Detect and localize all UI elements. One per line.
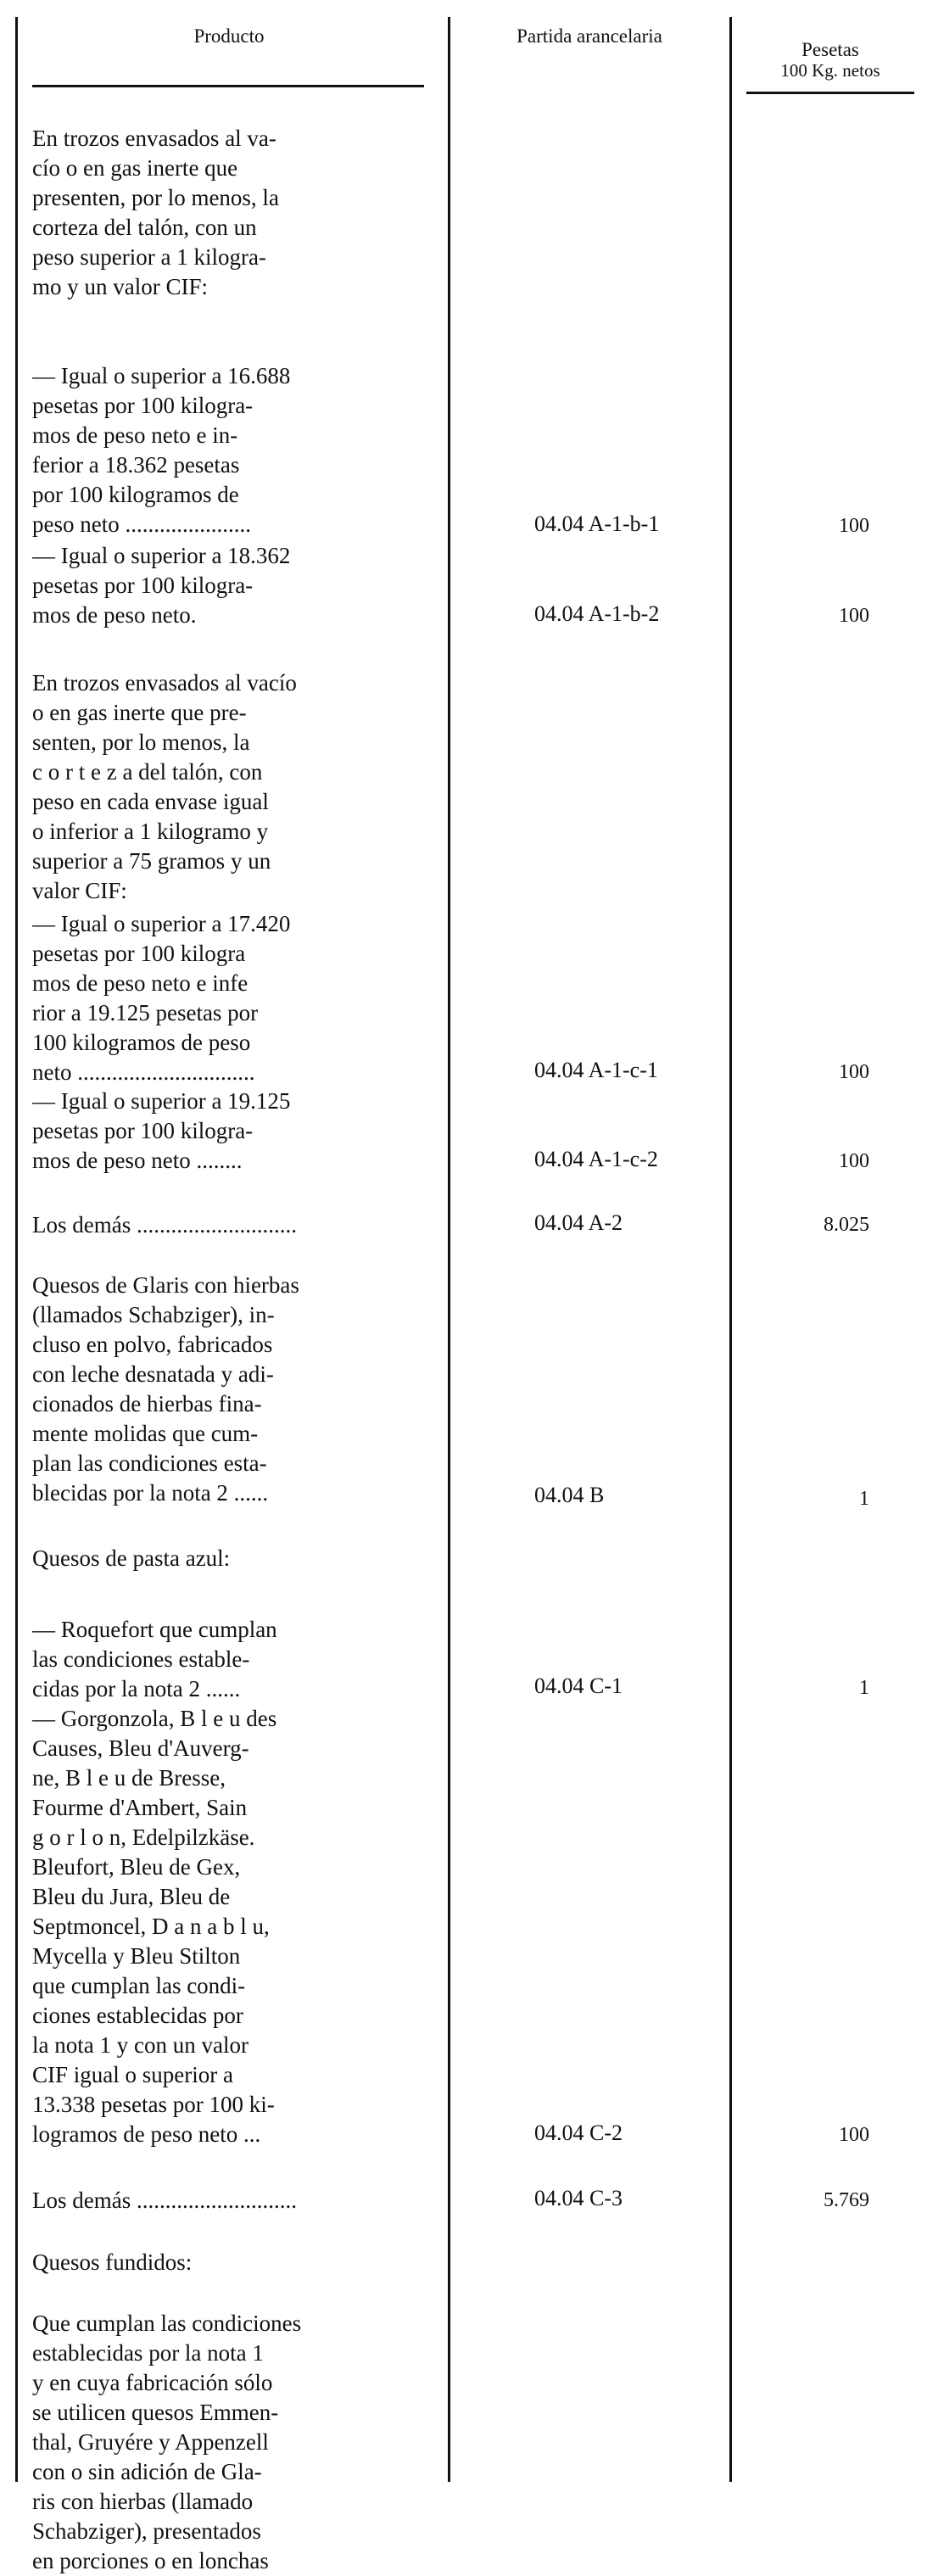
header-producto: Producto <box>193 25 265 47</box>
pesetas-value: 5.769 <box>824 2189 869 2211</box>
header-rule-producto <box>32 85 424 87</box>
pesetas-value: 100 <box>839 515 869 537</box>
header-pesetas-unit: 100 Kg. netos <box>780 60 880 81</box>
partida-code: 04.04 C-3 <box>534 2186 623 2210</box>
row-description: Los demás ............................ <box>32 1212 297 1238</box>
pesetas-value: 100 <box>839 1061 869 1083</box>
row-description: En trozos envasados al vacío o en gas inerte que pre- senten, por lo menos, la c o r t e z a del talón, con peso en cada envase igual o inferior a 1 kilogramo y superior a 75 gramos y un valor CIF: <box>32 670 297 903</box>
partida-code: 04.04 A-1-c-2 <box>534 1147 658 1171</box>
row-description: Quesos de pasta azul: <box>32 1545 231 1571</box>
row-description: — Igual o superior a 19.125 pesetas por 100 kilogra- mos de peso neto ........ <box>32 1088 291 1173</box>
header-pesetas: Pesetas <box>801 39 859 60</box>
row-description: — Igual o superior a 16.688 pesetas por 100 kilogra- mos de peso neto e in- ferior a 18.362 pesetas por 100 kilogramos de peso neto ...................... <box>32 363 291 537</box>
header-rule-pesetas <box>746 92 914 94</box>
header-partida: Partida arancelaria <box>517 25 662 47</box>
row-description: Quesos de Glaris con hierbas (llamados Schabziger), in- cluso en polvo, fabricados con leche desnatada y adi- cionados de hierbas fina- mente molidas que cum- plan las condiciones esta- blecidas por la nota 2 ...... <box>32 1272 299 1506</box>
column-divider-2 <box>729 17 732 2482</box>
pesetas-value: 1 <box>859 1677 869 1699</box>
partida-code: 04.04 C-2 <box>534 2121 623 2145</box>
pesetas-value: 1 <box>859 1488 869 1510</box>
row-description: — Igual o superior a 17.420 pesetas por 100 kilogra mos de peso neto e infe rior a 19.125 pesetas por 100 kilogramos de peso neto ............................... <box>32 911 291 1085</box>
pesetas-value: 8.025 <box>824 1214 869 1236</box>
partida-code: 04.04 A-2 <box>534 1210 623 1235</box>
row-description: — Igual o superior a 18.362 pesetas por 100 kilogra- mos de peso neto. <box>32 543 291 628</box>
partida-code: 04.04 B <box>534 1483 605 1507</box>
partida-code: 04.04 C-1 <box>534 1674 623 1698</box>
row-description: Que cumplan las condiciones establecidas por la nota 1 y en cuya fabricación sólo se utilicen quesos Emmen- thal, Gruyére y Appenzell con o sin adición de Gla- ris con hierbas (llamado Schabziger), presentados en porciones o en lonchas <box>32 2311 302 2573</box>
row-description: — Gorgonzola, B l e u des Causes, Bleu d'Auverg- ne, B l e u de Bresse, Fourme d'Ambert, Sain g o r l o n, Edelpilzkäse. Bleufort, Bleu de Gex, Bleu du Jura, Bleu de Septmoncel, D a n a b l u, Mycella y Bleu Stilton que cumplan las condi- ciones establecidas por la nota 1 y con un valor CIF igual o superior a 13.338 pesetas por 100 ki- logramos de peso neto ... <box>32 1706 277 2147</box>
partida-code: 04.04 A-1-c-1 <box>534 1058 658 1082</box>
partida-code: 04.04 A-1-b-1 <box>534 511 660 536</box>
row-description: Los demás ............................ <box>32 2188 297 2213</box>
row-description: — Roquefort que cumplan las condiciones estable- cidas por la nota 2 ...... <box>32 1617 277 1702</box>
partida-code: 04.04 A-1-b-2 <box>534 601 660 626</box>
pesetas-value: 100 <box>839 605 869 627</box>
pesetas-value: 100 <box>839 2124 869 2146</box>
pesetas-value: 100 <box>839 1150 869 1172</box>
row-description: En trozos envasados al va- cío o en gas inerte que presenten, por lo menos, la corteza del talón, con un peso superior a 1 kilogra- mo y un valor CIF: <box>32 126 279 299</box>
left-border <box>15 17 18 2482</box>
row-description: Quesos fundidos: <box>32 2249 193 2275</box>
